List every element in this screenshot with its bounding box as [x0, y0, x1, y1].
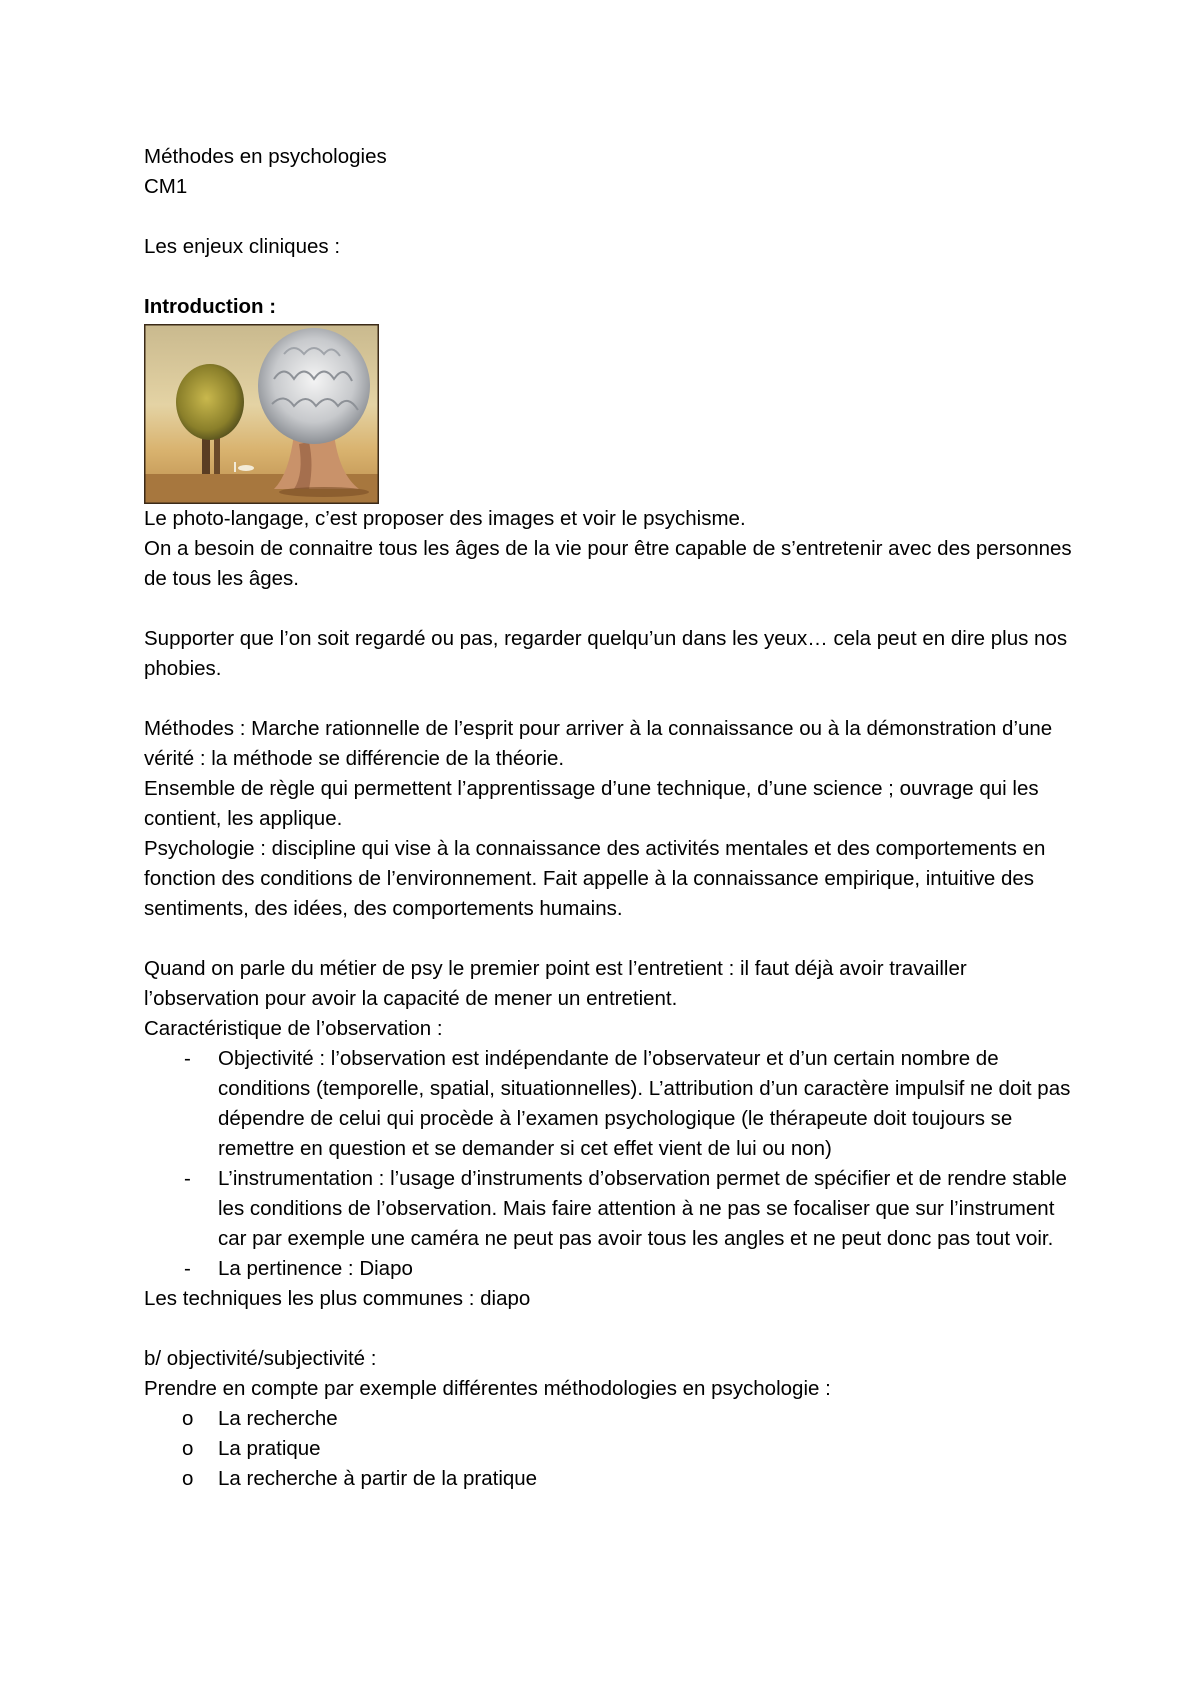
section-heading: Les enjeux cliniques :: [144, 235, 341, 258]
paragraph-techniques: Les techniques les plus communes : diapo: [144, 1287, 531, 1310]
paragraph-objectivite: b/ objectivité/subjectivité :: [144, 1347, 377, 1370]
paragraph-ages: On a besoin de connaitre tous les âges de la vie pour être capable de s’entretenir avec des personnes de tous les âges.: [144, 537, 1072, 590]
paragraph-caracteristique: Caractéristique de l’observation :: [144, 1017, 443, 1040]
paragraph-ensemble: Ensemble de règle qui permettent l’apprentissage d’une technique, d’une science ; ouvrage qui les contient, les applique.: [144, 777, 1039, 830]
paragraph-methodes: Méthodes : Marche rationnelle de l’esprit pour arriver à la connaissance ou à la démonstration d’une vérité : la méthode se différencie de la théorie.: [144, 717, 1053, 770]
document-subtitle: CM1: [144, 175, 188, 198]
list-item: o La recherche: [144, 1404, 1079, 1434]
observation-list: [144, 1044, 1079, 1284]
paragraph-regard: Supporter que l’on soit regardé ou pas, regarder quelqu’un dans les yeux… cela peut en dire plus nos phobies.: [144, 627, 1068, 680]
list-item: - La pertinence : Diapo: [144, 1254, 1079, 1284]
methodology-list: [144, 1404, 1079, 1494]
paragraph-metier: Quand on parle du métier de psy le premier point est l’entretient : il faut déjà avoir travailler l’observation pour avoir la capacité de mener un entretient.: [144, 957, 967, 1010]
list-item: o La recherche à partir de la pratique: [144, 1464, 1079, 1494]
list-item: - L’instrumentation : l’usage d’instruments d’observation permet de spécifier et de rendre stable les conditions de l’observation. Mais faire attention à ne pas se focaliser que sur l’instrument car par exemple une caméra ne peut pas avoir tous les angles et ne peut donc pas tout voir.: [144, 1164, 1079, 1254]
paragraph-photo-langage: Le photo-langage, c’est proposer des images et voir le psychisme.: [144, 507, 746, 530]
list-item: - Objectivité : l’observation est indépendante de l’observateur et d’un certain nombre de conditions (temporelle, spatial, situationnelles). L’attribution d’un caractère impulsif ne doit pas dépendre de celui qui procède à l’examen psychologique (le thérapeute doit toujours se remettre en question et se demander si cet effet vient de lui ou non): [144, 1044, 1079, 1164]
paragraph-prendre: Prendre en compte par exemple différentes méthodologies en psychologie :: [144, 1377, 831, 1400]
list-item: o La pratique: [144, 1434, 1079, 1464]
surrealist-painting-image: [144, 324, 379, 504]
paragraph-psychologie: Psychologie : discipline qui vise à la connaissance des activités mentales et des comportements en fonction des conditions de l’environnement. Fait appelle à la connaissance empirique, intuitive des sentiments, des idées, des comportements humains.: [144, 837, 1046, 920]
introduction-heading: Introduction :: [144, 295, 277, 318]
document-page: [144, 142, 1079, 1494]
document-title: Méthodes en psychologies: [144, 145, 387, 168]
